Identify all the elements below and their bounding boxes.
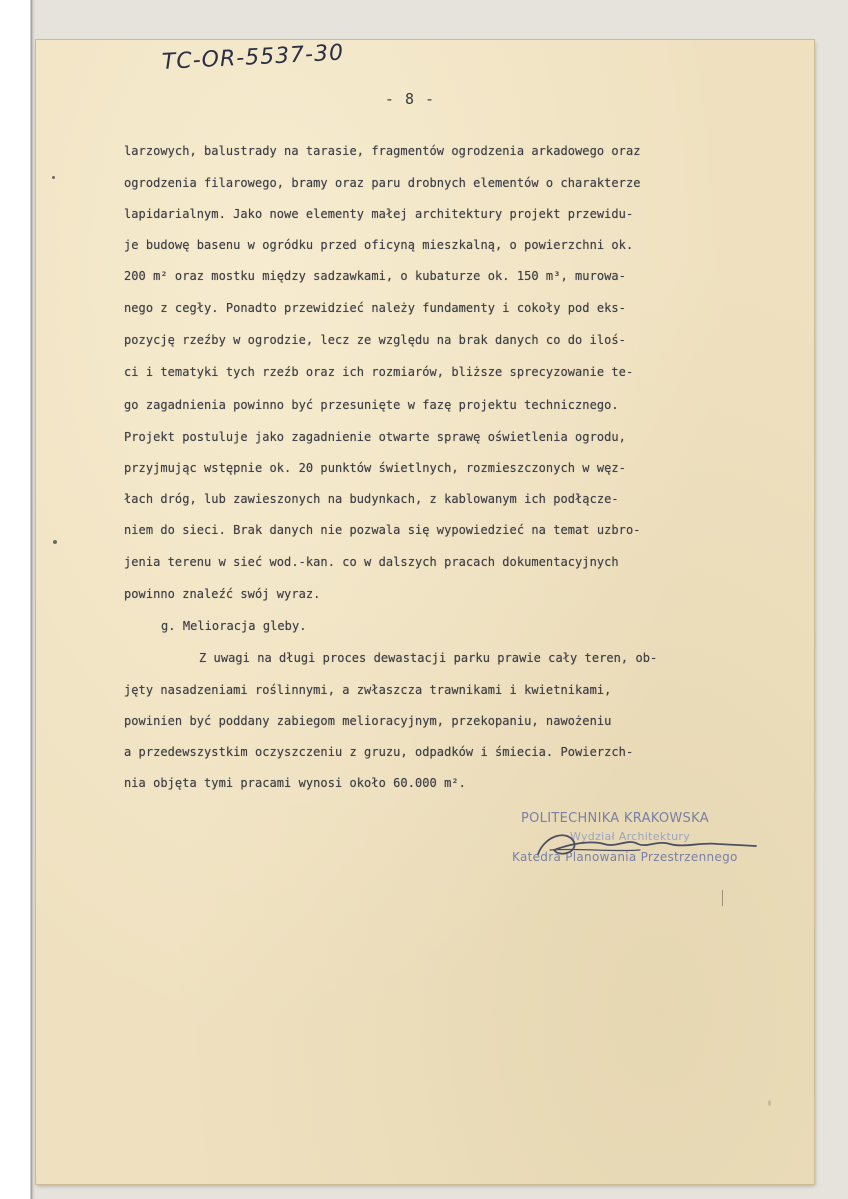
text-line-1: larzowych, balustrady na tarasie, fragmentów ogrodzenia arkadowego oraz bbox=[124, 144, 641, 158]
scan-margin bbox=[0, 0, 36, 1199]
text-line-9: go zagadnienia powinno być przesunięte w fazę projektu technicznego. bbox=[124, 398, 619, 412]
text-line-14: jenia terenu w sieć wod.-kan. co w dalszych pracach dokumentacyjnych bbox=[124, 555, 619, 569]
handwritten-signature bbox=[520, 820, 770, 870]
text-line-15: powinno znaleźć swój wyraz. bbox=[124, 587, 321, 601]
margin-speck bbox=[53, 540, 57, 544]
text-line-20: nia objęta tymi pracami wynosi około 60.000 m². bbox=[124, 776, 466, 790]
stamp-faculty: Wydział Architektury bbox=[570, 830, 691, 843]
text-line-13: niem do sieci. Brak danych nie pozwala się wypowiedzieć na temat uzbro- bbox=[124, 523, 641, 537]
text-line-3: lapidarialnym. Jako nowe elementy małej architektury projekt przewidu- bbox=[124, 207, 634, 221]
text-line-7: pozycję rzeźby w ogrodzie, lecz ze względu na brak danych co do iloś- bbox=[124, 333, 626, 347]
handwritten-reference-number: TC-OR-5537-30 bbox=[161, 40, 345, 75]
text-line-17: jęty nasadzeniami roślinnymi, a zwłaszcza trawnikami i kwietnikami, bbox=[124, 683, 612, 697]
stamp-university: POLITECHNIKA KRAKOWSKA bbox=[521, 811, 709, 826]
text-line-10: Projekt postuluje jako zagadnienie otwarte sprawę oświetlenia ogrodu, bbox=[124, 430, 626, 444]
text-line-18: powinien być poddany zabiegom melioracyjnym, przekopaniu, nawożeniu bbox=[124, 714, 612, 728]
text-line-6: nego z cegły. Ponadto przewidzieć należy fundamenty i cokoły pod eks- bbox=[124, 301, 626, 315]
section-heading: g. Melioracja gleby. bbox=[161, 619, 307, 633]
stamp-department: Katedra Planowania Przestrzennego bbox=[512, 850, 738, 864]
text-line-12: łach dróg, lub zawieszonych na budynkach, z kablowanym ich podłącze- bbox=[124, 492, 619, 506]
text-line-16: Z uwagi na długi proces dewastacji parku prawie cały teren, ob- bbox=[199, 651, 658, 665]
pencil-mark bbox=[722, 890, 723, 906]
text-line-5: 200 m² oraz mostku między sadzawkami, o kubaturze ok. 150 m³, murowa- bbox=[124, 269, 626, 283]
margin-speck bbox=[52, 176, 55, 179]
text-line-4: je budowę basenu w ogródku przed oficyną mieszkalną, o powierzchni ok. bbox=[124, 238, 634, 252]
text-line-11: przyjmując wstępnie ok. 20 punktów świetlnych, rozmieszczonych w węz- bbox=[124, 461, 626, 475]
text-line-19: a przedewszystkim oczyszczeniu z gruzu, odpadków i śmiecia. Powierzch- bbox=[124, 745, 634, 759]
text-line-2: ogrodzenia filarowego, bramy oraz paru drobnych elementów o charakterze bbox=[124, 176, 641, 190]
page-number: - 8 - bbox=[384, 90, 436, 108]
text-line-8: ci i tematyki tych rzeźb oraz ich rozmiarów, bliższe sprecyzowanie te- bbox=[124, 365, 634, 379]
paper-mark bbox=[768, 1100, 771, 1106]
